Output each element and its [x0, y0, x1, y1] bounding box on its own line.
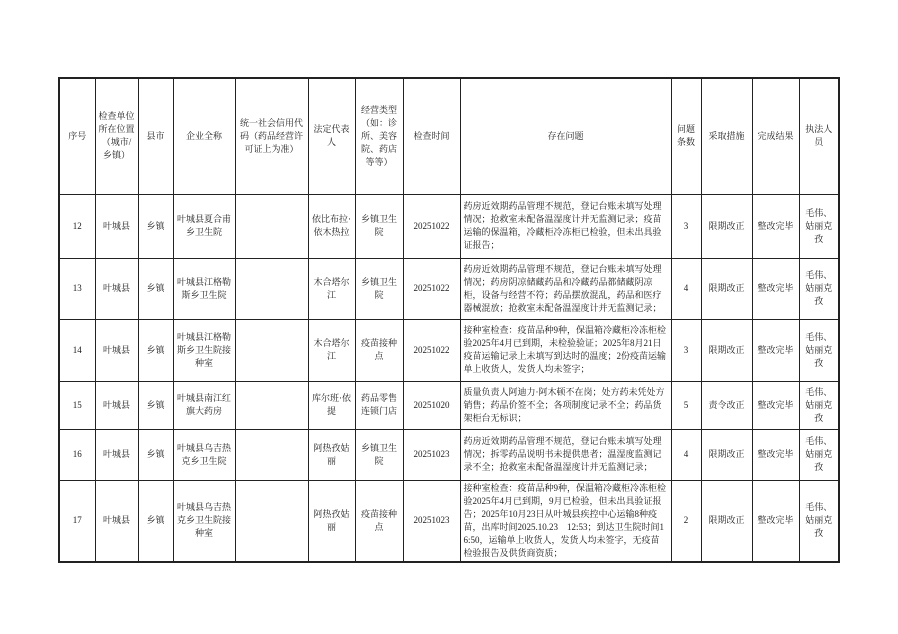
column-header-location: 检查单位所在位置（城市/乡镇） — [95, 78, 138, 194]
column-header-index: 序号 — [59, 78, 95, 194]
column-header-officers: 执法人员 — [799, 78, 839, 194]
cell-measures: 限期改正 — [701, 194, 752, 258]
cell-business_type: 疫苗接种点 — [355, 319, 403, 381]
cell-index: 12 — [59, 194, 95, 258]
cell-county: 乡镇 — [138, 319, 173, 381]
cell-county: 乡镇 — [138, 381, 173, 429]
cell-check_date: 20251022 — [403, 319, 460, 381]
cell-problems: 接种室检查：疫苗品种9种，保温箱冷藏柜冷冻柜检验2025年4月已到期，9月已检验，但未出具验证报告；2025年10月23日从叶城县疾控中心运输8种疫苗，出库时间2025.10.23 12:53；到达卫生院时间16:50，运输单上收货人，发货人均未签字，无疫苗检验报告及供货商资质； — [460, 480, 671, 562]
inspection-table — [58, 77, 840, 563]
column-header-legal_rep: 法定代表人 — [308, 78, 355, 194]
cell-result: 整改完毕 — [752, 480, 799, 562]
cell-index: 15 — [59, 381, 95, 429]
cell-result: 整改完毕 — [752, 429, 799, 480]
cell-legal_rep: 依比布拉·依木热拉 — [308, 194, 355, 258]
cell-legal_rep: 库尔班·依提 — [308, 381, 355, 429]
cell-result: 整改完毕 — [752, 258, 799, 319]
table-row — [59, 381, 839, 429]
table-row — [59, 429, 839, 480]
cell-legal_rep: 木合塔尔江 — [308, 319, 355, 381]
cell-problem_count: 3 — [671, 319, 701, 381]
cell-measures: 限期改正 — [701, 429, 752, 480]
cell-legal_rep: 阿热孜姑丽 — [308, 429, 355, 480]
cell-result: 整改完毕 — [752, 381, 799, 429]
table-row — [59, 319, 839, 381]
cell-credit_code — [235, 429, 308, 480]
cell-officers: 毛伟、姑丽克孜 — [799, 258, 839, 319]
table-row — [59, 194, 839, 258]
cell-officers: 毛伟、姑丽克孜 — [799, 381, 839, 429]
cell-county: 乡镇 — [138, 429, 173, 480]
cell-problem_count: 4 — [671, 429, 701, 480]
cell-credit_code — [235, 381, 308, 429]
cell-officers: 毛伟、姑丽克孜 — [799, 429, 839, 480]
cell-index: 14 — [59, 319, 95, 381]
cell-problem_count: 2 — [671, 480, 701, 562]
cell-check_date: 20251020 — [403, 381, 460, 429]
cell-business_type: 药品零售连锁门店 — [355, 381, 403, 429]
cell-legal_rep: 木合塔尔江 — [308, 258, 355, 319]
cell-problem_count: 3 — [671, 194, 701, 258]
table-header-row — [59, 78, 839, 194]
cell-measures: 限期改正 — [701, 319, 752, 381]
cell-location: 叶城县 — [95, 381, 138, 429]
column-header-problem_count: 问题条数 — [671, 78, 701, 194]
cell-problem_count: 4 — [671, 258, 701, 319]
column-header-credit_code: 统一社会信用代码（药品经营许可证上为准） — [235, 78, 308, 194]
cell-index: 17 — [59, 480, 95, 562]
cell-business_type: 疫苗接种点 — [355, 480, 403, 562]
cell-company: 叶城县江格勒斯乡卫生院接种室 — [173, 319, 235, 381]
cell-credit_code — [235, 194, 308, 258]
cell-business_type: 乡镇卫生院 — [355, 258, 403, 319]
column-header-result: 完成结果 — [752, 78, 799, 194]
cell-check_date: 20251022 — [403, 258, 460, 319]
cell-company: 叶城县南江红旗大药房 — [173, 381, 235, 429]
cell-company: 叶城县夏合甫乡卫生院 — [173, 194, 235, 258]
table-row — [59, 480, 839, 562]
cell-county: 乡镇 — [138, 258, 173, 319]
cell-location: 叶城县 — [95, 429, 138, 480]
column-header-check_date: 检查时间 — [403, 78, 460, 194]
cell-measures: 责令改正 — [701, 381, 752, 429]
cell-index: 16 — [59, 429, 95, 480]
cell-check_date: 20251023 — [403, 480, 460, 562]
cell-legal_rep: 阿热孜姑丽 — [308, 480, 355, 562]
cell-credit_code — [235, 258, 308, 319]
column-header-problems: 存在问题 — [460, 78, 671, 194]
cell-result: 整改完毕 — [752, 319, 799, 381]
cell-location: 叶城县 — [95, 258, 138, 319]
cell-business_type: 乡镇卫生院 — [355, 429, 403, 480]
cell-county: 乡镇 — [138, 480, 173, 562]
cell-result: 整改完毕 — [752, 194, 799, 258]
column-header-business_type: 经营类型（如：诊所、美容院、药店等等） — [355, 78, 403, 194]
cell-location: 叶城县 — [95, 480, 138, 562]
cell-problems: 药房近效期药品管理不规范，登记台账未填写处理情况；拆零药品说明书未提供患者；温湿度监测记录不全；抢救室未配备温湿度计并无监测记录； — [460, 429, 671, 480]
cell-business_type: 乡镇卫生院 — [355, 194, 403, 258]
cell-problems: 接种室检查：疫苗品种9种，保温箱冷藏柜冷冻柜检验2025年4月已到期，未检验验证；2025年8月21日疫苗运输记录上未填写到达时的温度；2份疫苗运输单上收货人，发货人均未签字； — [460, 319, 671, 381]
cell-measures: 限期改正 — [701, 480, 752, 562]
column-header-company: 企业全称 — [173, 78, 235, 194]
cell-location: 叶城县 — [95, 194, 138, 258]
cell-check_date: 20251022 — [403, 194, 460, 258]
cell-index: 13 — [59, 258, 95, 319]
cell-check_date: 20251023 — [403, 429, 460, 480]
cell-officers: 毛伟、姑丽克孜 — [799, 319, 839, 381]
cell-company: 叶城县乌吉热克乡卫生院 — [173, 429, 235, 480]
cell-problems: 质量负责人阿迪力·阿木顿不在岗；处方药未凭处方销售；药品价签不全；各项制度记录不全；药品货架柜台无标识； — [460, 381, 671, 429]
cell-problem_count: 5 — [671, 381, 701, 429]
cell-location: 叶城县 — [95, 319, 138, 381]
cell-problems: 药房近效期药品管理不规范，登记台账未填写处理情况；抢救室未配备温湿度计并无监测记录；疫苗运输的保温箱，冷藏柜冷冻柜已检验，但未出具验证报告； — [460, 194, 671, 258]
cell-officers: 毛伟、姑丽克孜 — [799, 194, 839, 258]
cell-officers: 毛伟、姑丽克孜 — [799, 480, 839, 562]
table-row — [59, 258, 839, 319]
cell-credit_code — [235, 480, 308, 562]
cell-problems: 药房近效期药品管理不规范，登记台账未填写处理情况；药房阴凉储藏药品和冷藏药品都储藏阴凉柜，设备与经营不符；药品摆放混乱，药品和医疗器械混放；抢救室未配备温湿度计并无监测记录； — [460, 258, 671, 319]
cell-credit_code — [235, 319, 308, 381]
column-header-county: 县市 — [138, 78, 173, 194]
column-header-measures: 采取措施 — [701, 78, 752, 194]
cell-county: 乡镇 — [138, 194, 173, 258]
cell-company: 叶城县江格勒斯乡卫生院 — [173, 258, 235, 319]
cell-measures: 限期改正 — [701, 258, 752, 319]
cell-company: 叶城县乌吉热克乡卫生院接种室 — [173, 480, 235, 562]
